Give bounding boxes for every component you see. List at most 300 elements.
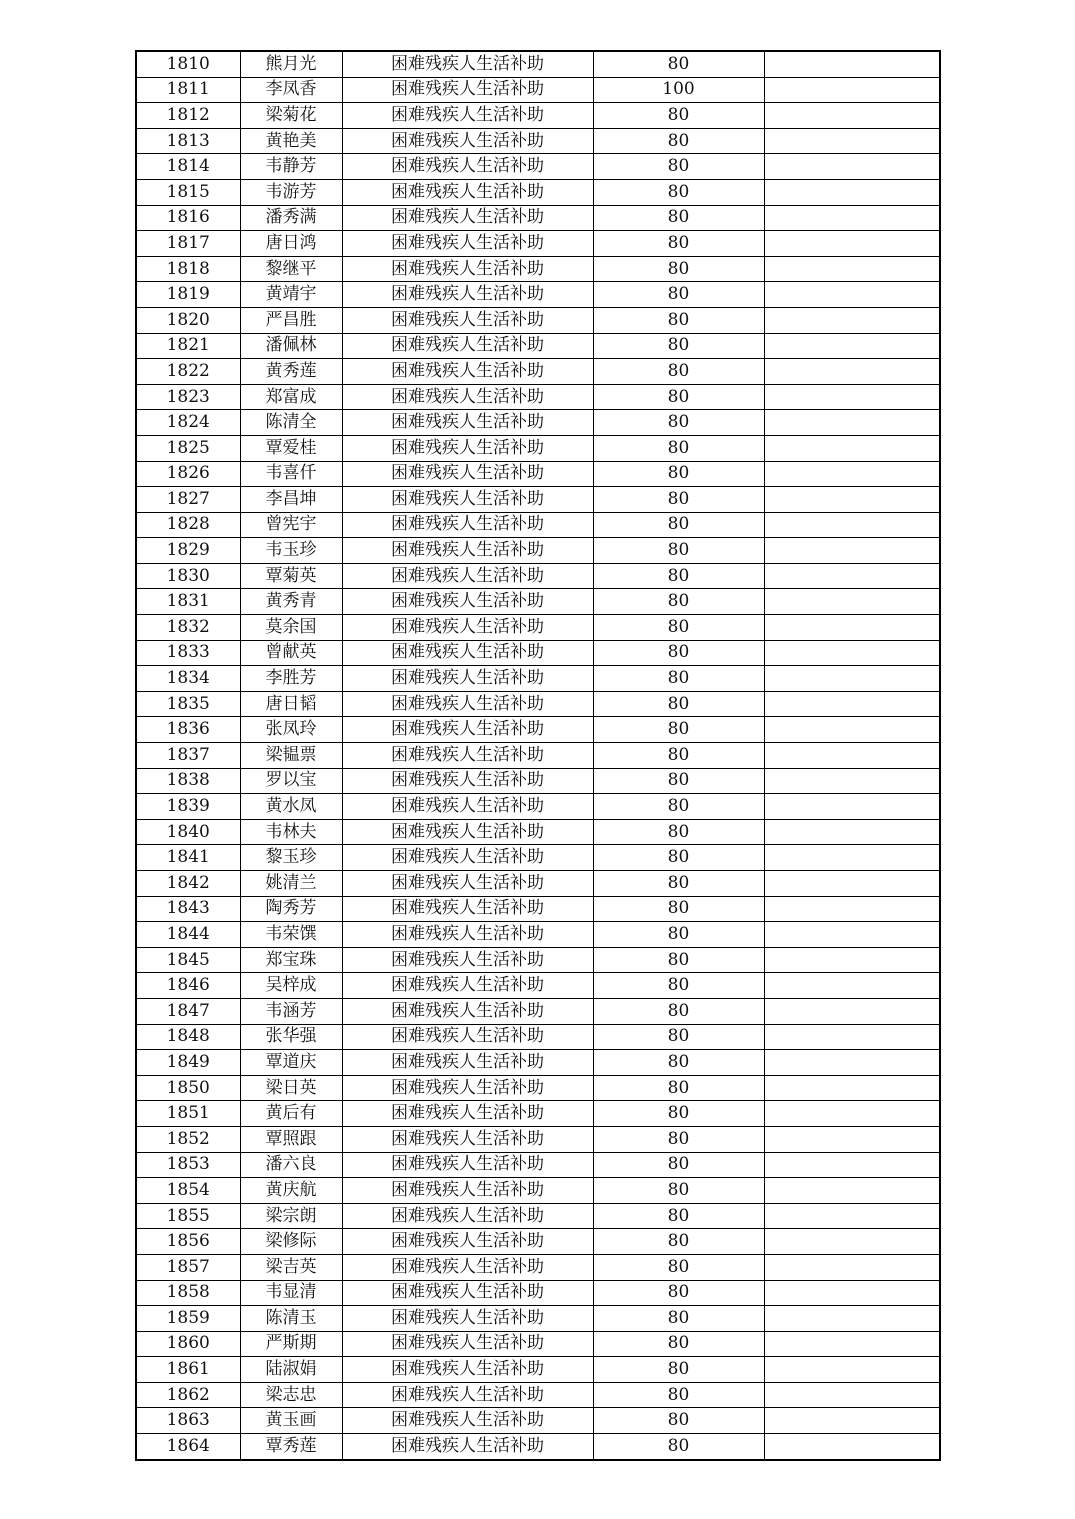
amount-cell: 80 [593,1024,764,1050]
recipient-name-cell: 覃菊英 [240,563,342,589]
serial-number-cell: 1833 [136,640,240,666]
amount-cell: 80 [593,384,764,410]
table-row [136,51,940,77]
amount-cell: 80 [593,896,764,922]
table-row [136,666,940,692]
recipient-name-cell: 黄秀青 [240,589,342,615]
serial-number-cell: 1821 [136,333,240,359]
table-row [136,819,940,845]
recipient-name-cell: 李昌坤 [240,487,342,513]
table-row [136,794,940,820]
recipient-name-cell: 黎玉珍 [240,845,342,871]
recipient-name-cell: 陈清玉 [240,1306,342,1332]
recipient-name-cell: 郑宝珠 [240,947,342,973]
recipient-name-cell: 黎继平 [240,256,342,282]
subsidy-type-cell: 困难残疾人生活补助 [342,1126,593,1152]
subsidy-type-cell: 困难残疾人生活补助 [342,768,593,794]
table-row [136,179,940,205]
subsidy-type-cell: 困难残疾人生活补助 [342,1382,593,1408]
amount-cell: 80 [593,154,764,180]
recipient-name-cell: 黄后有 [240,1101,342,1127]
serial-number-cell: 1820 [136,307,240,333]
remark-cell [764,743,940,769]
amount-cell: 80 [593,871,764,897]
remark-cell [764,896,940,922]
remark-cell [764,691,940,717]
table-row [136,538,940,564]
subsidy-type-cell: 困难残疾人生活补助 [342,359,593,385]
subsidy-type-cell: 困难残疾人生活补助 [342,1024,593,1050]
serial-number-cell: 1860 [136,1331,240,1357]
recipient-name-cell: 梁日英 [240,1075,342,1101]
amount-cell: 80 [593,717,764,743]
remark-cell [764,487,940,513]
subsidy-type-cell: 困难残疾人生活补助 [342,154,593,180]
recipient-name-cell: 熊月光 [240,51,342,77]
table-row [136,1254,940,1280]
recipient-name-cell: 覃爱桂 [240,435,342,461]
remark-cell [764,1331,940,1357]
remark-cell [764,998,940,1024]
recipient-name-cell: 陶秀芳 [240,896,342,922]
serial-number-cell: 1828 [136,512,240,538]
table-row [136,410,940,436]
amount-cell: 80 [593,563,764,589]
table-row [136,359,940,385]
subsidy-type-cell: 困难残疾人生活补助 [342,819,593,845]
subsidy-type-cell: 困难残疾人生活补助 [342,998,593,1024]
recipient-name-cell: 韦涵芳 [240,998,342,1024]
recipient-name-cell: 梁宗朗 [240,1203,342,1229]
subsidy-type-cell: 困难残疾人生活补助 [342,871,593,897]
recipient-name-cell: 梁修际 [240,1229,342,1255]
remark-cell [764,1434,940,1460]
remark-cell [764,615,940,641]
remark-cell [764,77,940,103]
table-row [136,512,940,538]
table-row [136,717,940,743]
recipient-name-cell: 张华强 [240,1024,342,1050]
serial-number-cell: 1859 [136,1306,240,1332]
subsidy-type-cell: 困难残疾人生活补助 [342,1357,593,1383]
amount-cell: 80 [593,1126,764,1152]
amount-cell: 80 [593,1229,764,1255]
recipient-name-cell: 姚清兰 [240,871,342,897]
recipient-name-cell: 黄艳美 [240,128,342,154]
serial-number-cell: 1846 [136,973,240,999]
subsidy-type-cell: 困难残疾人生活补助 [342,973,593,999]
amount-cell: 80 [593,922,764,948]
subsidy-type-cell: 困难残疾人生活补助 [342,1203,593,1229]
remark-cell [764,563,940,589]
serial-number-cell: 1835 [136,691,240,717]
serial-number-cell: 1824 [136,410,240,436]
amount-cell: 80 [593,231,764,257]
remark-cell [764,179,940,205]
remark-cell [764,51,940,77]
subsidy-type-cell: 困难残疾人生活补助 [342,461,593,487]
subsidy-type-cell: 困难残疾人生活补助 [342,384,593,410]
table-row [136,1434,940,1460]
recipient-name-cell: 郑富成 [240,384,342,410]
serial-number-cell: 1825 [136,435,240,461]
subsidy-type-cell: 困难残疾人生活补助 [342,435,593,461]
amount-cell: 80 [593,743,764,769]
recipient-name-cell: 陈清全 [240,410,342,436]
remark-cell [764,1254,940,1280]
table-row [136,205,940,231]
recipient-name-cell: 韦玉珍 [240,538,342,564]
amount-cell: 80 [593,1101,764,1127]
table-row [136,487,940,513]
amount-cell: 80 [593,1050,764,1076]
recipient-name-cell: 韦荣馔 [240,922,342,948]
amount-cell: 80 [593,512,764,538]
recipient-name-cell: 潘六良 [240,1152,342,1178]
recipient-name-cell: 黄靖宇 [240,282,342,308]
roster-body [136,51,940,1460]
recipient-name-cell: 罗以宝 [240,768,342,794]
serial-number-cell: 1832 [136,615,240,641]
serial-number-cell: 1857 [136,1254,240,1280]
recipient-name-cell: 黄玉画 [240,1408,342,1434]
serial-number-cell: 1853 [136,1152,240,1178]
table-row [136,691,940,717]
amount-cell: 80 [593,947,764,973]
table-row [136,922,940,948]
serial-number-cell: 1814 [136,154,240,180]
subsidy-type-cell: 困难残疾人生活补助 [342,128,593,154]
subsidy-type-cell: 困难残疾人生活补助 [342,538,593,564]
amount-cell: 80 [593,256,764,282]
amount-cell: 100 [593,77,764,103]
remark-cell [764,666,940,692]
table-row [136,1024,940,1050]
subsidy-type-cell: 困难残疾人生活补助 [342,333,593,359]
table-row [136,1306,940,1332]
subsidy-type-cell: 困难残疾人生活补助 [342,563,593,589]
subsidy-type-cell: 困难残疾人生活补助 [342,487,593,513]
serial-number-cell: 1864 [136,1434,240,1460]
table-row [136,1229,940,1255]
amount-cell: 80 [593,666,764,692]
amount-cell: 80 [593,435,764,461]
table-row [136,1178,940,1204]
table-row [136,563,940,589]
table-row [136,77,940,103]
table-row [136,947,940,973]
remark-cell [764,307,940,333]
subsidy-type-cell: 困难残疾人生活补助 [342,922,593,948]
remark-cell [764,1101,940,1127]
subsidy-type-cell: 困难残疾人生活补助 [342,205,593,231]
recipient-name-cell: 严斯期 [240,1331,342,1357]
subsidy-type-cell: 困难残疾人生活补助 [342,410,593,436]
remark-cell [764,103,940,129]
remark-cell [764,1178,940,1204]
amount-cell: 80 [593,1152,764,1178]
remark-cell [764,1203,940,1229]
amount-cell: 80 [593,1306,764,1332]
table-row [136,998,940,1024]
remark-cell [764,1306,940,1332]
table-row [136,1408,940,1434]
amount-cell: 80 [593,819,764,845]
subsidy-type-cell: 困难残疾人生活补助 [342,1101,593,1127]
serial-number-cell: 1856 [136,1229,240,1255]
recipient-name-cell: 韦林夫 [240,819,342,845]
table-row [136,435,940,461]
serial-number-cell: 1847 [136,998,240,1024]
serial-number-cell: 1861 [136,1357,240,1383]
remark-cell [764,384,940,410]
amount-cell: 80 [593,410,764,436]
serial-number-cell: 1830 [136,563,240,589]
subsidy-type-cell: 困难残疾人生活补助 [342,512,593,538]
amount-cell: 80 [593,307,764,333]
remark-cell [764,461,940,487]
serial-number-cell: 1834 [136,666,240,692]
serial-number-cell: 1813 [136,128,240,154]
serial-number-cell: 1849 [136,1050,240,1076]
subsidy-type-cell: 困难残疾人生活补助 [342,282,593,308]
amount-cell: 80 [593,179,764,205]
remark-cell [764,1075,940,1101]
subsidy-type-cell: 困难残疾人生活补助 [342,1434,593,1460]
serial-number-cell: 1863 [136,1408,240,1434]
table-row [136,282,940,308]
subsidy-type-cell: 困难残疾人生活补助 [342,103,593,129]
serial-number-cell: 1816 [136,205,240,231]
remark-cell [764,1126,940,1152]
subsidy-type-cell: 困难残疾人生活补助 [342,1254,593,1280]
serial-number-cell: 1812 [136,103,240,129]
subsidy-type-cell: 困难残疾人生活补助 [342,640,593,666]
serial-number-cell: 1843 [136,896,240,922]
remark-cell [764,154,940,180]
amount-cell: 80 [593,1382,764,1408]
amount-cell: 80 [593,282,764,308]
table-row [136,128,940,154]
serial-number-cell: 1848 [136,1024,240,1050]
remark-cell [764,1382,940,1408]
table-row [136,1357,940,1383]
recipient-name-cell: 陆淑娟 [240,1357,342,1383]
recipient-name-cell: 覃照跟 [240,1126,342,1152]
table-row [136,154,940,180]
serial-number-cell: 1818 [136,256,240,282]
remark-cell [764,794,940,820]
amount-cell: 80 [593,128,764,154]
subsidy-type-cell: 困难残疾人生活补助 [342,845,593,871]
table-row [136,307,940,333]
amount-cell: 80 [593,1178,764,1204]
serial-number-cell: 1831 [136,589,240,615]
subsidy-type-cell: 困难残疾人生活补助 [342,1408,593,1434]
amount-cell: 80 [593,589,764,615]
serial-number-cell: 1855 [136,1203,240,1229]
subsidy-type-cell: 困难残疾人生活补助 [342,743,593,769]
subsidy-type-cell: 困难残疾人生活补助 [342,615,593,641]
amount-cell: 80 [593,205,764,231]
serial-number-cell: 1826 [136,461,240,487]
remark-cell [764,922,940,948]
remark-cell [764,1152,940,1178]
remark-cell [764,947,940,973]
table-row [136,1050,940,1076]
recipient-name-cell: 韦显清 [240,1280,342,1306]
recipient-name-cell: 李凤香 [240,77,342,103]
subsidy-type-cell: 困难残疾人生活补助 [342,666,593,692]
remark-cell [764,282,940,308]
amount-cell: 80 [593,973,764,999]
table-row [136,1382,940,1408]
remark-cell [764,1408,940,1434]
amount-cell: 80 [593,640,764,666]
subsidy-type-cell: 困难残疾人生活补助 [342,1152,593,1178]
table-row [136,1101,940,1127]
subsidy-type-cell: 困难残疾人生活补助 [342,589,593,615]
serial-number-cell: 1841 [136,845,240,871]
remark-cell [764,717,940,743]
subsidy-type-cell: 困难残疾人生活补助 [342,307,593,333]
remark-cell [764,128,940,154]
subsidy-type-cell: 困难残疾人生活补助 [342,1075,593,1101]
recipient-name-cell: 黄秀莲 [240,359,342,385]
remark-cell [764,1050,940,1076]
remark-cell [764,205,940,231]
serial-number-cell: 1862 [136,1382,240,1408]
serial-number-cell: 1811 [136,77,240,103]
amount-cell: 80 [593,845,764,871]
amount-cell: 80 [593,1408,764,1434]
table-row [136,1203,940,1229]
amount-cell: 80 [593,1280,764,1306]
serial-number-cell: 1836 [136,717,240,743]
amount-cell: 80 [593,461,764,487]
recipient-name-cell: 韦游芳 [240,179,342,205]
remark-cell [764,819,940,845]
subsidy-type-cell: 困难残疾人生活补助 [342,231,593,257]
serial-number-cell: 1829 [136,538,240,564]
serial-number-cell: 1819 [136,282,240,308]
amount-cell: 80 [593,1357,764,1383]
serial-number-cell: 1840 [136,819,240,845]
serial-number-cell: 1845 [136,947,240,973]
table-row [136,384,940,410]
amount-cell: 80 [593,51,764,77]
subsidy-type-cell: 困难残疾人生活补助 [342,947,593,973]
amount-cell: 80 [593,359,764,385]
recipient-name-cell: 吴梓成 [240,973,342,999]
table-row [136,768,940,794]
remark-cell [764,333,940,359]
serial-number-cell: 1839 [136,794,240,820]
subsidy-type-cell: 困难残疾人生活补助 [342,77,593,103]
table-row [136,256,940,282]
serial-number-cell: 1851 [136,1101,240,1127]
table-row [136,640,940,666]
table-row [136,896,940,922]
table-row [136,871,940,897]
subsidy-type-cell: 困难残疾人生活补助 [342,1280,593,1306]
recipient-name-cell: 黄水凤 [240,794,342,820]
remark-cell [764,1357,940,1383]
recipient-name-cell: 曾献英 [240,640,342,666]
serial-number-cell: 1844 [136,922,240,948]
table-row [136,743,940,769]
subsidy-roster-table [135,50,941,1461]
amount-cell: 80 [593,615,764,641]
amount-cell: 80 [593,103,764,129]
remark-cell [764,1024,940,1050]
remark-cell [764,435,940,461]
amount-cell: 80 [593,768,764,794]
serial-number-cell: 1815 [136,179,240,205]
remark-cell [764,359,940,385]
amount-cell: 80 [593,998,764,1024]
remark-cell [764,845,940,871]
table-row [136,973,940,999]
subsidy-type-cell: 困难残疾人生活补助 [342,896,593,922]
amount-cell: 80 [593,794,764,820]
recipient-name-cell: 潘佩林 [240,333,342,359]
subsidy-type-cell: 困难残疾人生活补助 [342,1331,593,1357]
remark-cell [764,512,940,538]
amount-cell: 80 [593,1434,764,1460]
table-row [136,845,940,871]
serial-number-cell: 1842 [136,871,240,897]
remark-cell [764,410,940,436]
remark-cell [764,640,940,666]
remark-cell [764,538,940,564]
table-row [136,589,940,615]
recipient-name-cell: 梁菊花 [240,103,342,129]
recipient-name-cell: 唐日鸿 [240,231,342,257]
recipient-name-cell: 莫余国 [240,615,342,641]
serial-number-cell: 1822 [136,359,240,385]
recipient-name-cell: 严昌胜 [240,307,342,333]
amount-cell: 80 [593,487,764,513]
serial-number-cell: 1823 [136,384,240,410]
subsidy-type-cell: 困难残疾人生活补助 [342,717,593,743]
recipient-name-cell: 覃道庆 [240,1050,342,1076]
amount-cell: 80 [593,1331,764,1357]
remark-cell [764,871,940,897]
serial-number-cell: 1854 [136,1178,240,1204]
recipient-name-cell: 唐日韬 [240,691,342,717]
table-row [136,103,940,129]
subsidy-type-cell: 困难残疾人生活补助 [342,1229,593,1255]
remark-cell [764,1229,940,1255]
serial-number-cell: 1838 [136,768,240,794]
remark-cell [764,256,940,282]
recipient-name-cell: 黄庆航 [240,1178,342,1204]
serial-number-cell: 1850 [136,1075,240,1101]
table-row [136,1280,940,1306]
remark-cell [764,768,940,794]
subsidy-type-cell: 困难残疾人生活补助 [342,179,593,205]
table-row [136,615,940,641]
serial-number-cell: 1810 [136,51,240,77]
recipient-name-cell: 韦喜仟 [240,461,342,487]
subsidy-type-cell: 困难残疾人生活补助 [342,691,593,717]
serial-number-cell: 1837 [136,743,240,769]
remark-cell [764,973,940,999]
subsidy-type-cell: 困难残疾人生活补助 [342,51,593,77]
subsidy-type-cell: 困难残疾人生活补助 [342,1050,593,1076]
amount-cell: 80 [593,1203,764,1229]
